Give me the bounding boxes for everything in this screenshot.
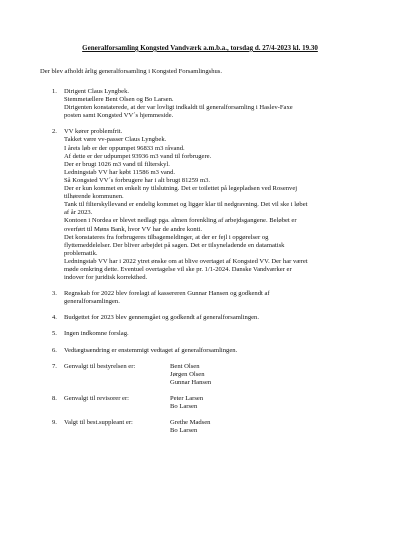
elected-name: Bent Olsen — [170, 362, 200, 370]
item-text-line: Der er brugt 1026 m3 vand til filterskyl. — [64, 160, 170, 168]
item-number: 7. — [52, 362, 57, 370]
elected-names — [170, 363, 211, 387]
item-number: 4. — [52, 314, 57, 322]
agenda-item — [0, 314, 400, 322]
item-text-line: Der er kun kommet en enkelt ny tilslutning. Det er toilettet på legepladsen ved Rosenvej — [64, 185, 298, 193]
item-text-line: møde omkring dette. Eventuel overtagelse vil ske pr. 1/1-2024. Danske Vandværker er — [64, 265, 292, 273]
item-text-line: posten samt Kongsted VV´s hjemmeside. — [64, 112, 174, 120]
item-text-line: Takket være vv-passer Claus Lyngbek. — [64, 136, 167, 144]
item-text-line: VV kører problemfrit. — [64, 128, 123, 136]
elected-name: Gunnar Hansen — [170, 378, 212, 386]
agenda-item — [0, 88, 400, 120]
item-text-line: generalforsamlingen. — [64, 298, 120, 306]
item-number: 5. — [52, 330, 57, 338]
item-text-line: Det konstateres fra forbrugeres tilbagemeldinger, at der er fejl i opgørelser og — [64, 233, 269, 241]
item-text-line: indover for juridisk korrekthed. — [64, 274, 148, 282]
document-title: Generalforsamling Kongsted Vandværk a.m.b.a., torsdag d. 27/4-2023 kl. 19.30 — [82, 44, 318, 52]
item-text-line: Så Kongsted VV´s forbrugere har i alt brugt 81259 m3. — [64, 176, 211, 184]
item-number: 2. — [52, 128, 57, 136]
election-item — [0, 395, 400, 411]
item-text-line: Ledningstab VV har i 2022 ytret ønske om at blive overtaget af Kongsted VV. Der har været — [64, 257, 308, 265]
election-label: Genvalgt til revisorer er: — [64, 394, 129, 402]
item-body — [64, 314, 364, 322]
item-text-line: Ingen indkomne forslag. — [64, 330, 129, 338]
elected-name: Bo Larsen — [170, 427, 198, 435]
item-text-line: I årets løb er der oppumpet 96833 m3 råvand. — [64, 144, 185, 152]
item-text-line: Vedtægtsændring er enstemmigt vedtaget af generalforsamlingen. — [64, 346, 238, 354]
item-text-line: problematik. — [64, 249, 98, 257]
election-body — [64, 395, 364, 411]
item-body — [64, 330, 364, 338]
agenda-item — [0, 128, 400, 282]
item-number: 8. — [52, 394, 57, 402]
election-body — [64, 363, 364, 387]
item-text-line: flyttemeddelelser. Der bliver arbejdet på sagen. Det er tilsyneladende en datamatisk — [64, 241, 285, 249]
agenda-item — [0, 330, 400, 338]
item-number: 9. — [52, 419, 57, 427]
item-text-line: overført til Møns Bank, hvor VV har de andre konti. — [64, 225, 203, 233]
item-body — [64, 88, 364, 120]
item-text-line: Af dette er der udpumpet 93936 m3 vand til forbrugere. — [64, 152, 212, 160]
item-text-line: tilhørende kommunen. — [64, 193, 124, 201]
election-item — [0, 419, 400, 435]
item-text-line: Stemmetællere Bent Olsen og Bo Larsen. — [64, 96, 174, 104]
item-text-line: Regnskab for 2022 blev forelagt af kassereren Gunnar Hansen og godkendt af — [64, 290, 270, 298]
item-text-line: Budgettet for 2023 blev gennemgået og godkendt af generalforsamlingen. — [64, 314, 260, 322]
agenda-item — [0, 347, 400, 355]
item-text-line: Kontoen i Nordea er blevet nedlagt pga. almen forenkling af arbejdsgangene. Beløbet er — [64, 217, 297, 225]
elected-names — [170, 395, 203, 411]
item-text-line: Dirigenten konstaterede, at der var lovligt indkaldt til generalforsamling i Haslev-Faxe — [64, 104, 293, 112]
item-body — [64, 128, 364, 282]
agenda-item — [0, 290, 400, 306]
elected-names — [170, 419, 210, 435]
elected-name: Jørgen Olsen — [170, 370, 205, 378]
elected-name: Bo Larsen — [170, 403, 198, 411]
item-number: 6. — [52, 346, 57, 354]
item-number: 1. — [52, 88, 57, 95]
item-text-line: Dirigent Claus Lyngbek. — [64, 88, 130, 95]
item-body — [64, 347, 364, 355]
item-number: 3. — [52, 290, 57, 298]
agenda-list — [0, 88, 400, 443]
item-text-line: Tank til filterskyllevand er endelig kommet og ligger klar til nedgravning. Det vil ske i løbet — [64, 201, 308, 209]
election-label: Valgt til best.suppleant er: — [64, 419, 133, 427]
election-label: Genvalgt til bestyrelsen er: — [64, 362, 136, 370]
item-body — [64, 290, 364, 306]
elected-name: Grethe Madsen — [170, 419, 211, 427]
election-body — [64, 419, 364, 435]
item-text-line: Ledningstab VV har købt 11586 m3 vand. — [64, 168, 176, 176]
elected-name: Peter Larsen — [170, 394, 204, 402]
election-item — [0, 363, 400, 387]
intro-paragraph: Der blev afholdt årlig generalforsamling i Kongsted Forsamlingshus. — [40, 68, 223, 75]
item-text-line: af år 2023. — [64, 209, 93, 217]
